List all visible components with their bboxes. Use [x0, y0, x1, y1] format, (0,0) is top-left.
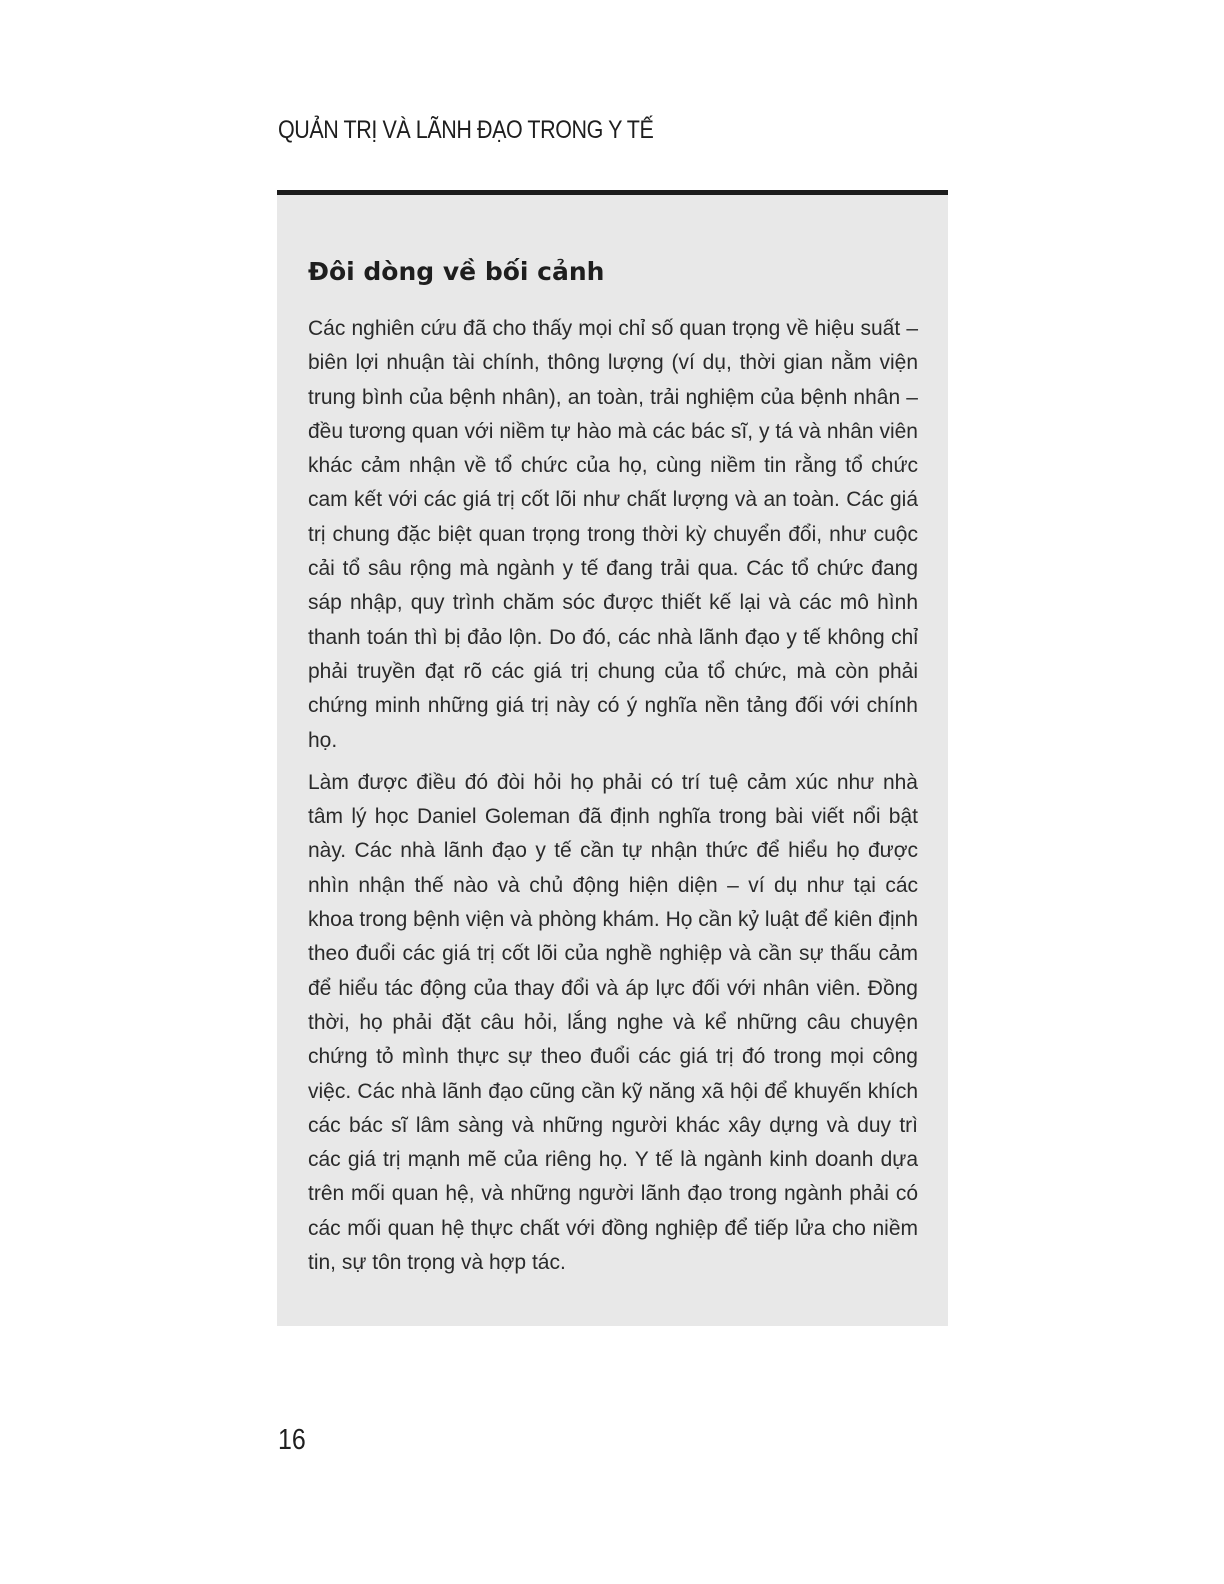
page-number: 16	[278, 1424, 306, 1456]
sidebar-paragraph-1: Các nghiên cứu đã cho thấy mọi chỉ số quan trọng về hiệu suất – biên lợi nhuận tài chính, thông lượng (ví dụ, thời gian nằm viện trung bình của bệnh nhân), an toàn, trải nghiệm của bệnh nhân – đều tương quan với niềm tự hào mà các bác sĩ, y tá và nhân viên khác cảm nhận về tổ chức của họ, cùng niềm tin rằng tổ chức cam kết với các giá trị cốt lõi như chất lượng và an toàn. Các giá trị chung đặc biệt quan trọng trong thời kỳ chuyển đổi, như cuộc cải tổ sâu rộng mà ngành y tế đang trải qua. Các tổ chức đang sáp nhập, quy trình chăm sóc được thiết kế lại và các mô hình thanh toán thì bị đảo lộn. Do đó, các nhà lãnh đạo y tế không chỉ phải truyền đạt rõ các giá trị chung của tổ chức, mà còn phải chứng minh những giá trị này có ý nghĩa nền tảng đối với chính họ.	[308, 317, 918, 752]
running-header: QUẢN TRỊ VÀ LÃNH ĐẠO TRONG Y TẾ	[278, 116, 654, 144]
sidebar-title: Đôi dòng về bối cảnh	[308, 257, 605, 286]
sidebar-paragraph-2: Làm được điều đó đòi hỏi họ phải có trí tuệ cảm xúc như nhà tâm lý học Daniel Goleman đã định nghĩa trong bài viết nổi bật này. Các nhà lãnh đạo y tế cần tự nhận thức để hiểu họ được nhìn nhận thế nào và chủ động hiện diện – ví dụ như tại các khoa trong bệnh viện và phòng khám. Họ cần kỷ luật để kiên định theo đuổi các giá trị cốt lõi của nghề nghiệp và cần sự thấu cảm để hiểu tác động của thay đổi và áp lực đối với nhân viên. Đồng thời, họ phải đặt câu hỏi, lắng nghe và kể những câu chuyện chứng tỏ mình thực sự theo đuổi các giá trị đó trong mọi công việc. Các nhà lãnh đạo cũng cần kỹ năng xã hội để khuyến khích các bác sĩ lâm sàng và những người khác xây dựng và duy trì các giá trị mạnh mẽ của riêng họ. Y tế là ngành kinh doanh dựa trên mối quan hệ, và những người lãnh đạo trong ngành phải có các mối quan hệ thực chất với đồng nghiệp để tiếp lửa cho niềm tin, sự tôn trọng và hợp tác.	[308, 770, 918, 1275]
context-sidebar-box	[277, 190, 948, 1326]
sidebar-body	[308, 312, 918, 1288]
